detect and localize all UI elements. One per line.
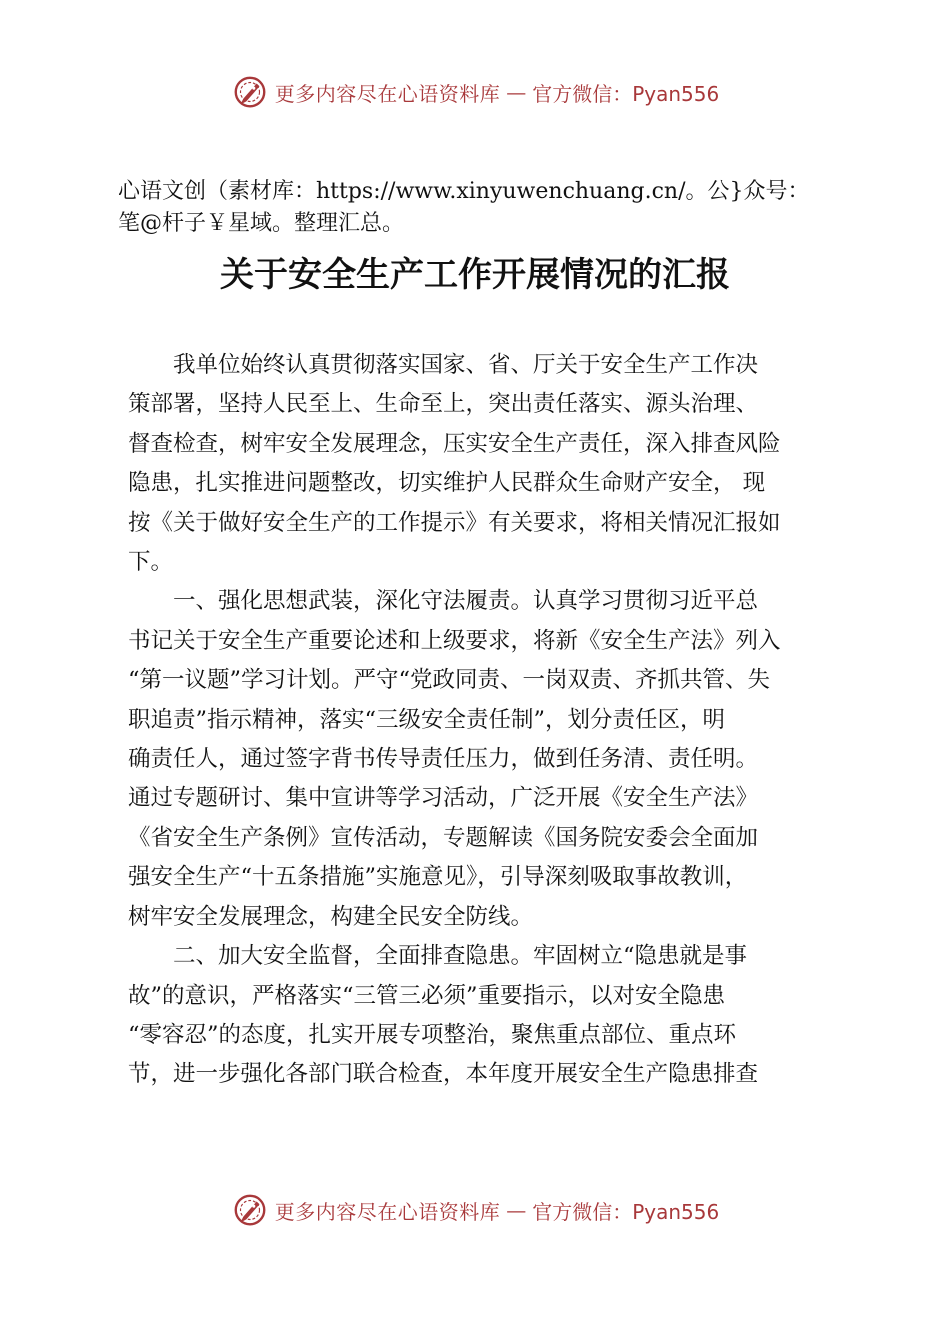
text-line: “第一议题”学习计划。严守“党政同责、一岗双责、齐抓共管、失: [128, 667, 771, 694]
source-note-line: 心语文创（素材库：https://www.xinyuwenchuang.cn/。公}众号：: [118, 179, 810, 204]
paragraph-intro: [128, 346, 840, 582]
pen-nib-logo-icon: [231, 73, 269, 111]
text-line: 按《关于做好安全生产的工作提示》有关要求，将相关情况汇报如: [128, 509, 781, 536]
source-note-line: 笔@杆子￥星域。整理汇总。: [118, 211, 405, 236]
text-line: 强安全生产“十五条措施”实施意见》，引导深刻吸取事故教训，: [128, 864, 748, 891]
text-line: 树牢安全发展理念，构建全民安全防线。: [128, 903, 534, 930]
watermark-text: 更多内容尽在心语资料库: [274, 81, 501, 106]
text-line: 策部署，坚持人民至上、生命至上，突出责任落实、源头治理、: [128, 391, 759, 418]
watermark-separator: —: [506, 80, 527, 104]
text-line: 节，进一步强化各部门联合检查，本年度开展安全生产隐患排查: [128, 1061, 759, 1088]
paragraph-section-1: [128, 582, 840, 937]
watermark-text: 更多内容尽在心语资料库: [274, 1199, 501, 1224]
footer-watermark: [0, 1188, 950, 1232]
header-watermark: [0, 70, 950, 114]
text-line: 故”的意识，严格落实“三管三必须”重要指示，以对安全隐患: [128, 982, 726, 1009]
text-line: 二、加大安全监督，全面排查隐患。牢固树立“隐患就是事: [173, 943, 748, 970]
text-line: 我单位始终认真贯彻落实国家、省、厅关于安全生产工作决: [173, 352, 759, 378]
watermark-wechat: 官方微信：Pyan556: [532, 81, 720, 106]
paragraph-section-2: [128, 937, 840, 1095]
document-title: 关于安全生产工作开展情况的汇报: [220, 255, 730, 295]
watermark-separator: —: [506, 1198, 527, 1222]
text-line: 隐患，扎实推进问题整改，切实维护人民群众生命财产安全， 现: [128, 470, 766, 497]
text-line: 职追责”指示精神，落实“三级安全责任制”，划分责任区，明: [128, 706, 726, 733]
document-body: [128, 346, 840, 1095]
text-line: 书记关于安全生产重要论述和上级要求，将新《安全生产法》列入: [128, 627, 781, 654]
text-line: “零容忍”的态度，扎实开展专项整治，聚焦重点部位、重点环: [128, 1021, 737, 1048]
text-line: 《省安全生产条例》宣传活动，专题解读《国务院安委会全面加: [128, 824, 759, 851]
pen-nib-logo-icon: [231, 1191, 269, 1229]
source-note: [118, 176, 878, 240]
text-line: 通过专题研讨、集中宣讲等学习活动，广泛开展《安全生产法》: [128, 785, 759, 812]
text-line: 一、强化思想武装，深化守法履责。认真学习贯彻习近平总: [173, 588, 759, 615]
text-line: 确责任人，通过签字背书传导责任压力，做到任务清、责任明。: [128, 746, 759, 773]
watermark-wechat: 官方微信：Pyan556: [532, 1199, 720, 1224]
text-line: 督查检查，树牢安全发展理念，压实安全生产责任，深入排查风险: [128, 430, 781, 457]
text-line: 下。: [128, 549, 174, 576]
